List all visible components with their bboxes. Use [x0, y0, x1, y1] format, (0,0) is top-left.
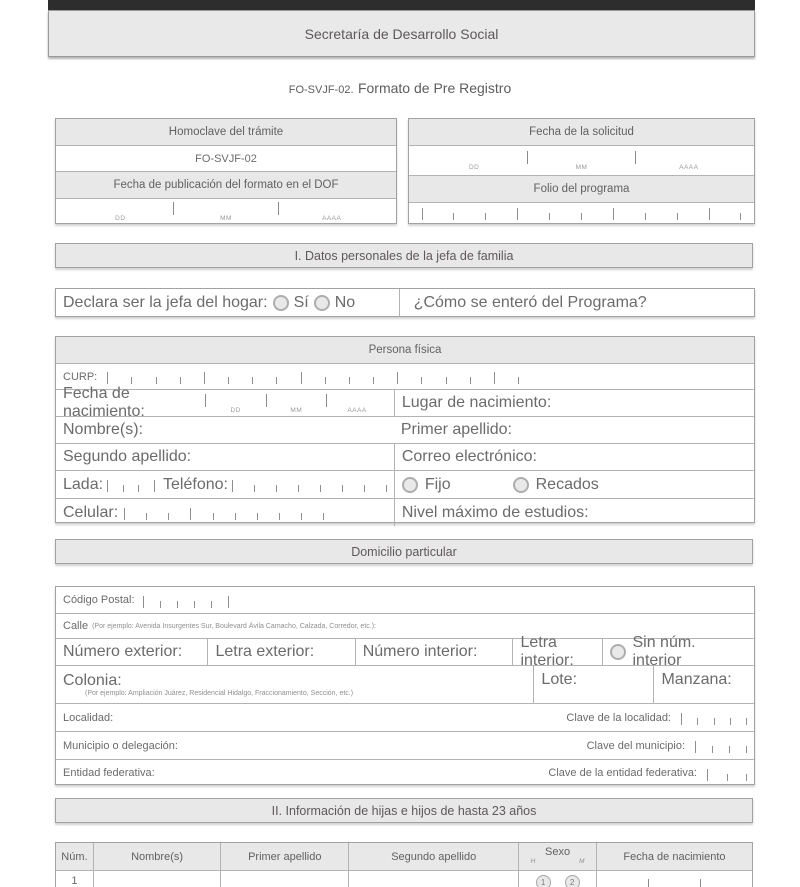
comb-tick — [421, 377, 422, 384]
clave-municipio-comb — [695, 738, 747, 753]
comb-tick — [298, 485, 299, 492]
radio-sexo-m[interactable]: 2 — [565, 875, 580, 887]
entidad-label: Entidad federativa: — [63, 767, 155, 779]
org-title: Secretaría de Desarrollo Social — [304, 25, 499, 42]
comb-tick — [228, 377, 229, 384]
radio-sin-num-interior[interactable] — [610, 644, 626, 660]
letra-interior-label: Letra interior: — [520, 634, 574, 669]
radio-sexo-h[interactable]: 1 — [536, 875, 551, 887]
lote-field[interactable] — [533, 666, 653, 703]
dd-unit: DD — [115, 214, 126, 222]
radio-si[interactable] — [273, 295, 289, 311]
comb-tick — [729, 746, 730, 753]
row1-sexo-cell — [518, 871, 596, 887]
comb-tick — [422, 208, 423, 220]
comb-tick — [485, 213, 486, 220]
celular-row — [56, 498, 754, 526]
folio-field[interactable] — [409, 202, 754, 222]
entidad-row[interactable] — [56, 759, 754, 786]
numeros-row — [56, 634, 754, 669]
comb-tick — [146, 513, 147, 520]
comb-tick — [154, 480, 155, 492]
letra-interior-field[interactable] — [512, 634, 602, 669]
aaaa-unit: AAAA — [347, 406, 367, 414]
homoclave-value-row — [56, 145, 396, 171]
numero-exterior-field[interactable] — [56, 639, 207, 665]
comb-tick — [211, 601, 212, 608]
comb-tick — [180, 377, 181, 384]
colonia-label: Colonia: — [63, 672, 122, 689]
section2-bar — [55, 798, 753, 823]
curp-comb — [107, 369, 519, 384]
sin-num-label: Sin núm. interior — [632, 634, 696, 669]
section2-title: II. Información de hijas e hijos de hasta 23 años — [271, 803, 537, 818]
comb-tick — [714, 718, 715, 725]
form-name: Formato de Pre Registro — [357, 80, 512, 96]
jefa-question-cell — [56, 289, 399, 316]
comb-tick — [746, 746, 747, 753]
comb-tick — [645, 213, 646, 220]
comb-tick — [707, 769, 708, 781]
homoclave-box — [55, 118, 397, 224]
dof-date-comb — [68, 201, 384, 222]
col-nombres: Nombre(s) — [93, 843, 220, 870]
mm-unit: MM — [575, 164, 588, 171]
form-title-line — [0, 80, 800, 98]
comb-tick — [107, 480, 108, 492]
comb-tick — [276, 377, 277, 384]
hijos-table-header — [56, 843, 752, 870]
radio-recados[interactable] — [513, 477, 529, 493]
clave-entidad-comb — [707, 766, 747, 781]
comb-tick — [342, 485, 343, 492]
comb-tick — [746, 774, 747, 781]
row1-num: 1 — [71, 875, 78, 887]
no-label: No — [334, 293, 356, 311]
comb-tick — [228, 596, 229, 608]
lada-telefono-field[interactable] — [56, 471, 394, 498]
calle-label: Calle — [63, 620, 89, 632]
solicitud-date-field[interactable] — [409, 145, 754, 175]
primer-apellido-label: Primer apellido: — [400, 421, 512, 438]
sin-num-cell — [602, 634, 754, 669]
dd-unit: DD — [230, 406, 241, 414]
letra-exterior-field[interactable] — [207, 639, 354, 665]
comb-tick — [204, 372, 205, 384]
segundo-apellido-field[interactable] — [56, 444, 394, 470]
segundo-apellido-label: Segundo apellido: — [63, 448, 192, 465]
localidad-label: Localidad: — [63, 711, 114, 724]
correo-field[interactable] — [394, 444, 754, 470]
clave-municipio-label: Clave del municipio: — [586, 739, 685, 752]
solicitud-box — [408, 118, 755, 224]
comb-tick — [681, 713, 682, 725]
municipio-row[interactable] — [56, 731, 754, 759]
comb-tick — [386, 485, 387, 492]
comb-tick — [613, 208, 614, 220]
domicilio-title: Domicilio particular — [351, 544, 457, 559]
nombres-row — [56, 416, 754, 443]
comb-tick — [727, 774, 728, 781]
comb-tick — [453, 213, 454, 220]
domicilio-box — [55, 586, 755, 785]
dof-header: Fecha de publicación del formato en el DOF — [56, 171, 396, 198]
nivel-estudios-field[interactable] — [394, 499, 754, 526]
curp-label: CURP: — [63, 370, 98, 383]
nombres-label: Nombre(s): — [63, 421, 144, 438]
comb-tick — [123, 485, 124, 492]
persona-fisica-header: Persona física — [56, 337, 754, 363]
col-fecha-nacimiento: Fecha de nacimiento — [596, 843, 752, 870]
comb-tick — [232, 480, 233, 492]
comb-tick — [160, 601, 161, 608]
comb-tick — [746, 718, 747, 725]
lugar-nacimiento-label: Lugar de nacimiento: — [401, 394, 552, 411]
col-primer-apellido: Primer apellido — [220, 843, 348, 870]
comb-tick — [549, 213, 550, 220]
lugar-nacimiento-field[interactable] — [394, 390, 754, 416]
recados-label: Recados — [535, 475, 599, 493]
correo-label: Correo electrónico: — [401, 448, 537, 465]
col-sexo: Sexo H M — [518, 843, 596, 870]
colonia-row — [56, 665, 754, 703]
comb-tick — [373, 377, 374, 384]
comb-tick — [301, 372, 302, 384]
sexo-m-label: M — [579, 857, 585, 865]
row1-primer-apellido-field[interactable] — [220, 871, 348, 887]
comb-tick — [397, 372, 398, 384]
comb-tick — [518, 377, 519, 384]
comb-tick — [730, 718, 731, 725]
codigo-postal-comb — [143, 593, 229, 608]
manzana-label: Manzana: — [661, 671, 732, 688]
comb-tick — [517, 208, 518, 220]
calle-hint: (Por ejemplo: Avenida Insurgentes Sur, Boulevard Ávila Camacho, Calzada, Corredor, etc.): — [92, 622, 376, 630]
radio-no[interactable] — [314, 295, 330, 311]
comb-tick — [276, 485, 277, 492]
comb-tick — [709, 208, 710, 220]
radio-fijo[interactable] — [402, 477, 418, 493]
fecha-nacimiento-field[interactable] — [56, 385, 394, 420]
localidad-row[interactable] — [56, 703, 754, 731]
comb-tick — [323, 513, 324, 520]
comb-tick — [697, 718, 698, 725]
telefono-label: Teléfono: — [163, 475, 228, 493]
jefa-question: Declara ser la jefa del hogar: — [63, 293, 268, 311]
comb-tick — [257, 513, 258, 520]
comb-tick — [364, 485, 365, 492]
comb-tick — [740, 213, 741, 220]
solicitud-header: Fecha de la solicitud — [409, 119, 754, 145]
comb-tick — [124, 508, 125, 520]
comb-tick — [190, 508, 191, 520]
colonia-field[interactable] — [56, 666, 533, 703]
domicilio-bar — [55, 539, 753, 564]
hijos-table — [55, 842, 753, 887]
comb-tick — [712, 746, 713, 753]
folio-header: Folio del programa — [409, 175, 754, 202]
dd-unit: DD — [468, 164, 480, 171]
viewer-toolbar-edge — [48, 0, 755, 10]
letra-exterior-label: Letra exterior: — [215, 643, 315, 660]
section1-bar — [55, 243, 753, 268]
comb-tick — [320, 485, 321, 492]
comb-tick — [301, 513, 302, 520]
hijo-row-1 — [56, 870, 752, 887]
comb-tick — [254, 485, 255, 492]
col-num: Núm. — [56, 843, 93, 870]
comb-tick — [177, 601, 178, 608]
lada-label: Lada: — [63, 475, 104, 493]
apellido-correo-row — [56, 443, 754, 470]
comb-tick — [279, 513, 280, 520]
si-label: Sí — [293, 293, 309, 311]
row1-fecha-comb — [597, 875, 752, 887]
comb-tick — [446, 377, 447, 384]
codigo-postal-field[interactable] — [56, 587, 754, 613]
tipo-telefono-cell — [394, 471, 754, 498]
aaaa-unit: AAAA — [679, 164, 699, 171]
manzana-field[interactable] — [653, 666, 754, 703]
comb-tick — [213, 513, 214, 520]
celular-label: Celular: — [63, 503, 119, 521]
mm-unit: MM — [290, 406, 303, 414]
telefono-comb — [232, 477, 387, 492]
comb-tick — [252, 377, 253, 384]
comb-tick — [156, 377, 157, 384]
sexo-h-label: H — [530, 857, 536, 865]
primer-apellido-field[interactable] — [394, 417, 754, 443]
row1-fecha-field[interactable] — [596, 871, 752, 887]
dof-date-field[interactable] — [56, 198, 396, 223]
comb-tick — [494, 372, 495, 384]
fijo-label: Fijo — [424, 475, 451, 493]
numero-interior-label: Número interior: — [362, 643, 478, 660]
comb-tick — [695, 741, 696, 753]
clave-entidad-label: Clave de la entidad federativa: — [548, 767, 697, 779]
comb-tick — [194, 601, 195, 608]
comb-tick — [235, 513, 236, 520]
jefa-row — [55, 288, 755, 317]
como-entero-field[interactable] — [399, 289, 754, 316]
celular-field[interactable] — [56, 499, 394, 526]
clave-localidad-label: Clave de la localidad: — [566, 711, 671, 724]
aaaa-unit: AAAA — [322, 214, 342, 222]
clave-localidad-comb — [681, 710, 747, 725]
telefono-row — [56, 470, 754, 498]
nombres-field[interactable] — [56, 417, 394, 443]
org-header-box — [48, 10, 755, 57]
lada-comb — [107, 477, 155, 492]
comb-tick — [325, 377, 326, 384]
celular-comb — [124, 505, 324, 520]
homoclave-value: FO-SVJF-02 — [195, 152, 257, 165]
codigo-postal-label: Código Postal: — [63, 594, 135, 606]
fecha-nacimiento-label: Fecha de nacimiento: — [63, 385, 145, 420]
comb-tick — [470, 377, 471, 384]
col-segundo-apellido: Segundo apellido — [348, 843, 518, 870]
comb-tick — [581, 213, 582, 220]
section1-title: I. Datos personales de la jefa de familia — [294, 248, 514, 263]
form-code: FO-SVJF-02. — [288, 84, 354, 96]
comb-tick — [677, 213, 678, 220]
numero-interior-field[interactable] — [355, 639, 513, 665]
municipio-label: Municipio o delegación: — [63, 739, 178, 752]
lote-label: Lote: — [541, 671, 578, 688]
como-entero-label: ¿Cómo se enteró del Programa? — [413, 293, 647, 311]
nacimiento-row — [56, 385, 754, 420]
comb-tick — [131, 377, 132, 384]
comb-tick — [168, 513, 169, 520]
comb-tick — [349, 377, 350, 384]
solicitud-date-comb — [421, 150, 742, 171]
comb-tick — [138, 485, 139, 492]
nivel-estudios-label: Nivel máximo de estudios: — [401, 503, 589, 521]
comb-tick — [143, 596, 144, 608]
numero-exterior-label: Número exterior: — [63, 643, 183, 660]
comb-tick — [107, 372, 108, 384]
mm-unit: MM — [220, 214, 232, 222]
persona-fisica-box — [55, 336, 755, 523]
fecha-nacimiento-comb — [205, 393, 387, 414]
folio-comb — [422, 205, 742, 220]
homoclave-header: Homoclave del trámite — [56, 119, 396, 145]
row1-segundo-apellido-field[interactable] — [348, 871, 518, 887]
row1-nombres-field[interactable] — [93, 871, 220, 887]
colonia-hint: (Por ejemplo: Ampliación Juárez, Residencial Hidalgo, Fraccionamiento, Sección, etc.) — [85, 690, 354, 697]
